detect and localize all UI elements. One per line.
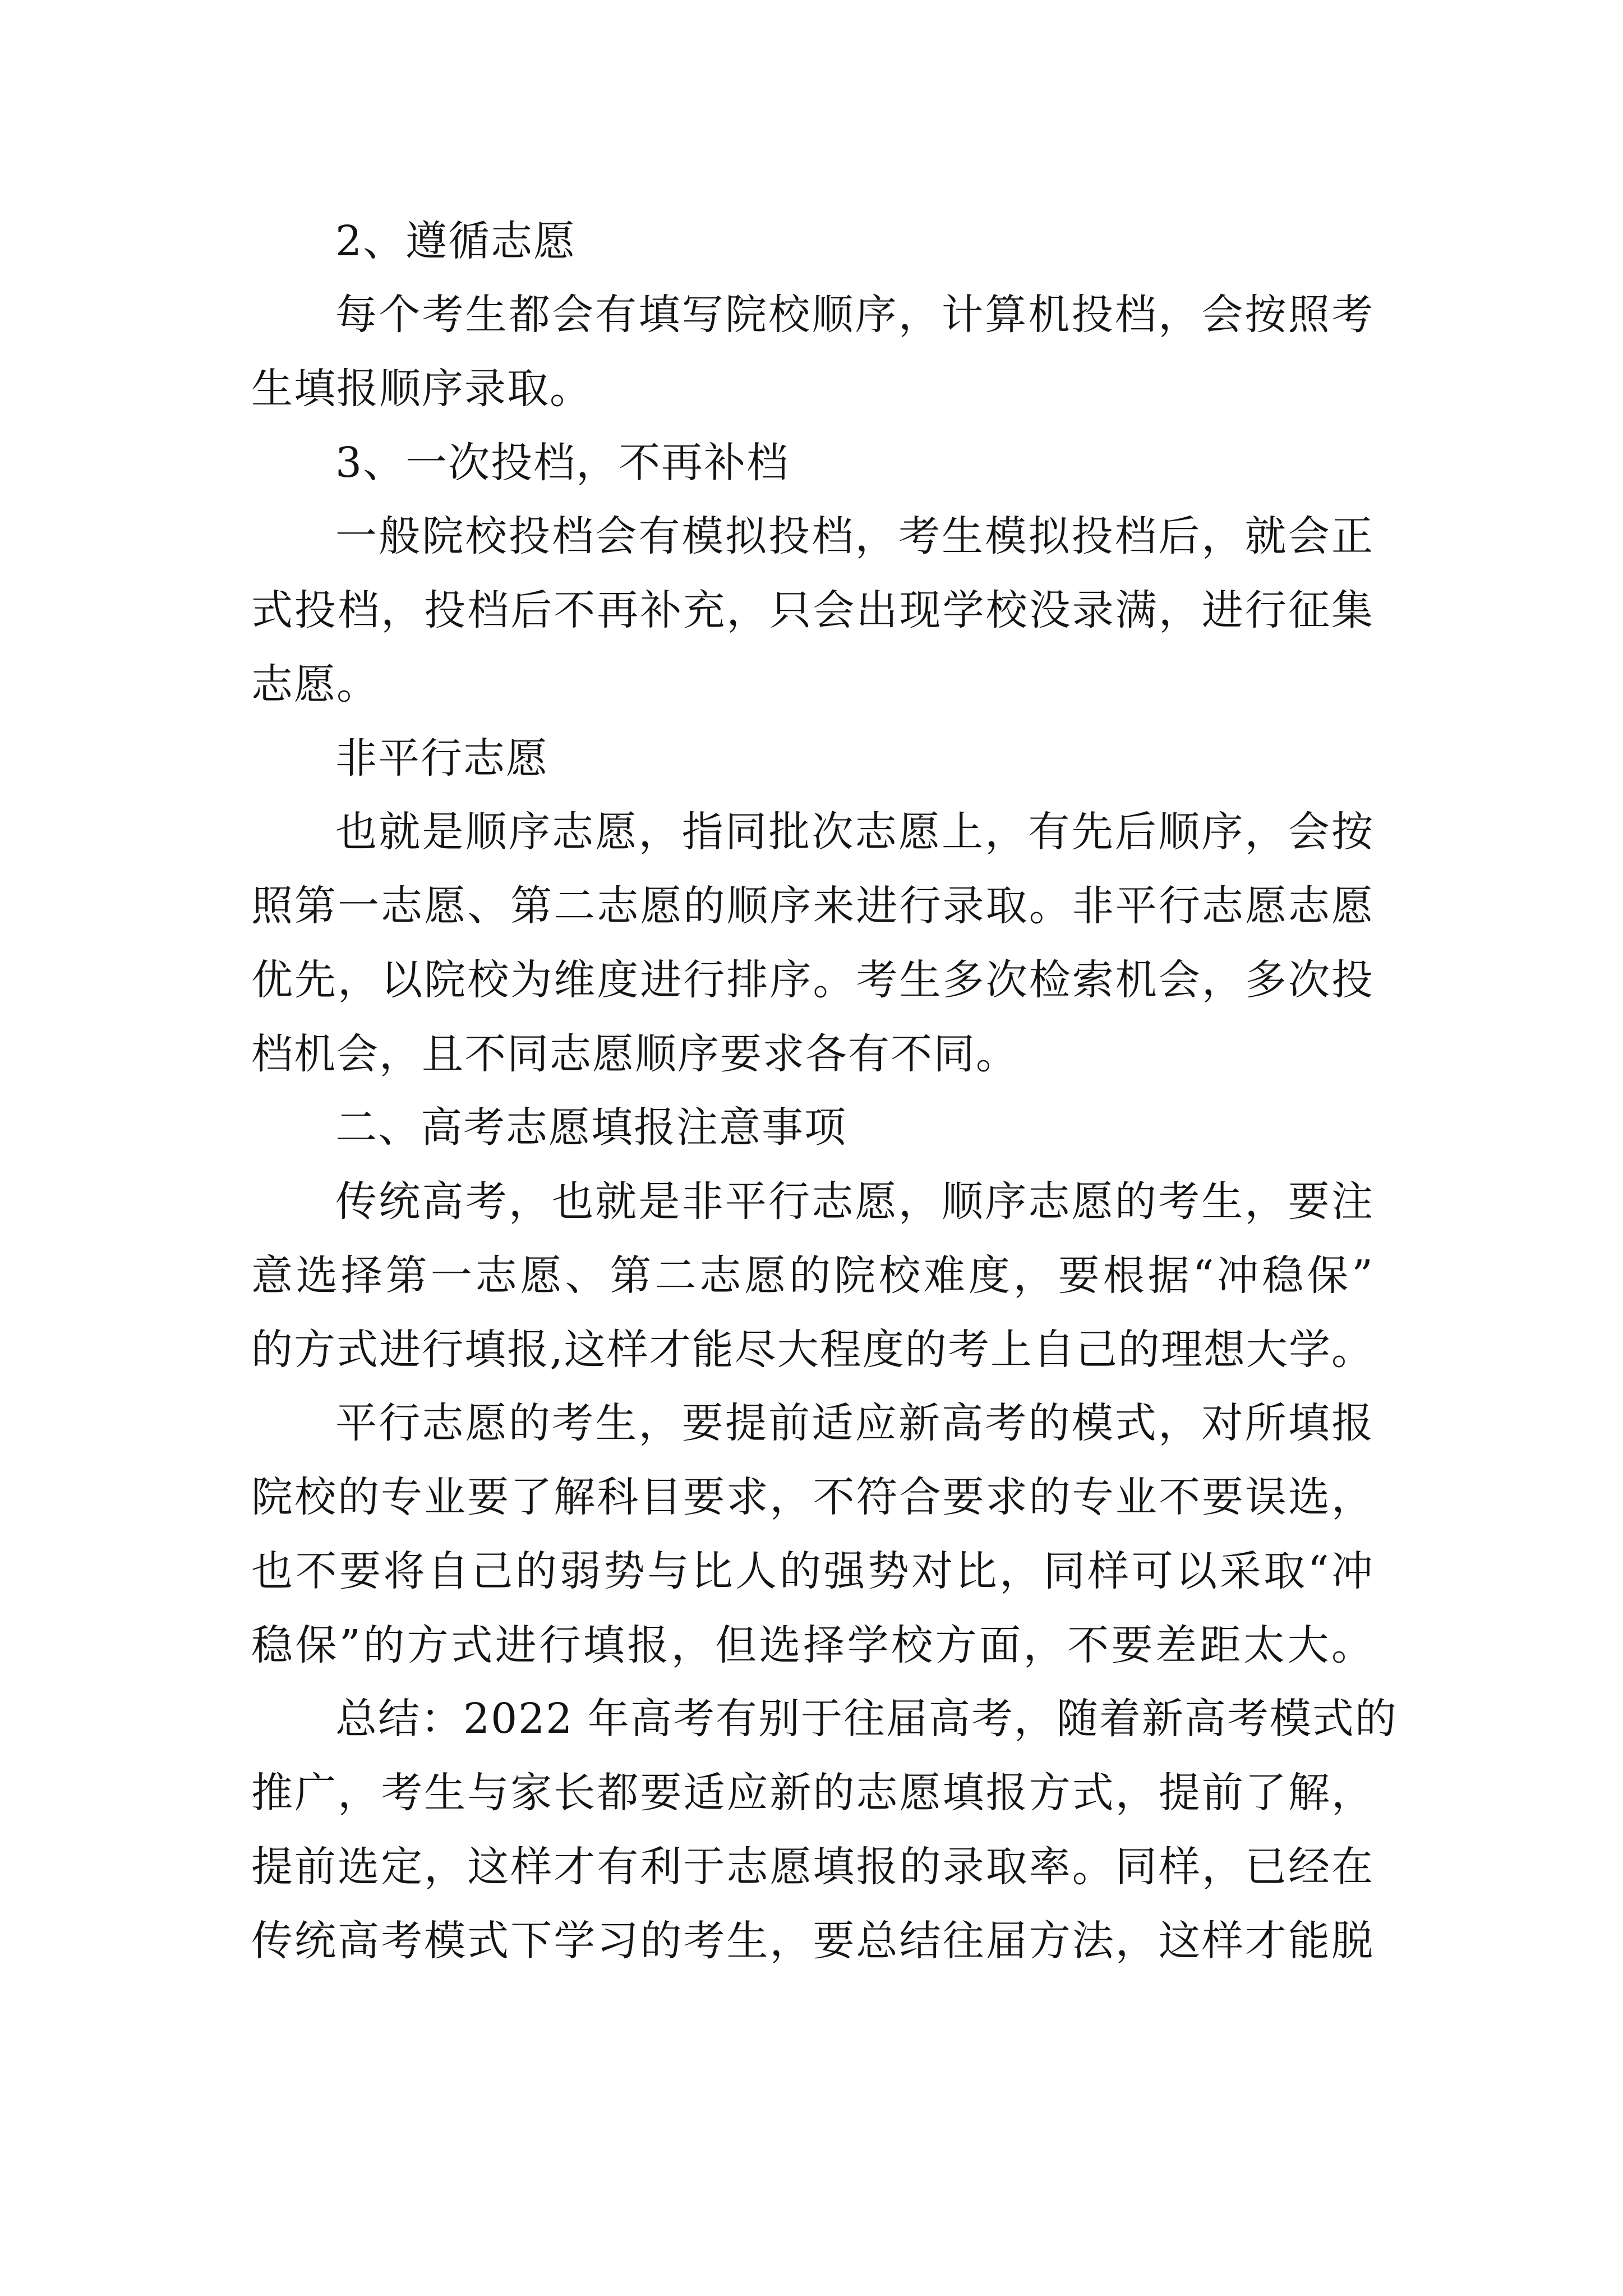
paragraph-line: 志愿。 (251, 660, 379, 708)
list-heading-follow-preference: 2、遵循志愿 (335, 217, 577, 265)
paragraph-line: 也就是顺序志愿，指同批次志愿上，有先后顺序，会按 (335, 808, 1374, 856)
paragraph-line: 平行志愿的考生，要提前适应新高考的模式，对所填报 (335, 1399, 1374, 1447)
paragraph-line: 推广，考生与家长都要适应新的志愿填报方式，提前了解， (251, 1769, 1374, 1817)
paragraph-line: 传统高考模式下学习的考生，要总结往届方法，这样才能脱 (251, 1917, 1374, 1965)
paragraph-line: 提前选定，这样才有利于志愿填报的录取率。同样，已经在 (251, 1843, 1374, 1891)
paragraph-line: 院校的专业要了解科目要求，不符合要求的专业不要误选， (251, 1473, 1374, 1521)
section-heading-notes: 二、高考志愿填报注意事项 (335, 1103, 847, 1152)
paragraph-line: 总结：2022 年高考有别于往届高考，随着新高考模式的 (335, 1695, 1398, 1743)
list-heading-single-filing: 3、一次投档，不再补档 (335, 439, 790, 487)
paragraph-line: 每个考生都会有填写院校顺序，计算机投档，会按照考 (335, 291, 1374, 339)
paragraph-line: 意选择第一志愿、第二志愿的院校难度，要根据“冲稳保” (251, 1251, 1374, 1300)
paragraph-line: 档机会，且不同志愿顺序要求各有不同。 (251, 1030, 1018, 1078)
section-heading-non-parallel: 非平行志愿 (335, 734, 548, 783)
paragraph-line: 一般院校投档会有模拟投档，考生模拟投档后，就会正 (335, 512, 1374, 560)
paragraph-line: 式投档，投档后不再补充，只会出现学校没录满，进行征集 (251, 586, 1374, 634)
paragraph-line: 稳保”的方式进行填报，但选择学校方面，不要差距太大。 (251, 1621, 1374, 1669)
paragraph-line: 的方式进行填报,这样才能尽大程度的考上自己的理想大学。 (251, 1326, 1374, 1374)
paragraph-line: 也不要将自己的弱势与比人的强势对比，同样可以采取“冲 (251, 1547, 1374, 1595)
paragraph-line: 生填报顺序录取。 (251, 365, 592, 413)
paragraph-line: 优先，以院校为维度进行排序。考生多次检索机会，多次投 (251, 956, 1374, 1004)
paragraph-line: 传统高考，也就是非平行志愿，顺序志愿的考生，要注 (335, 1177, 1374, 1226)
paragraph-line: 照第一志愿、第二志愿的顺序来进行录取。非平行志愿志愿 (251, 882, 1374, 930)
